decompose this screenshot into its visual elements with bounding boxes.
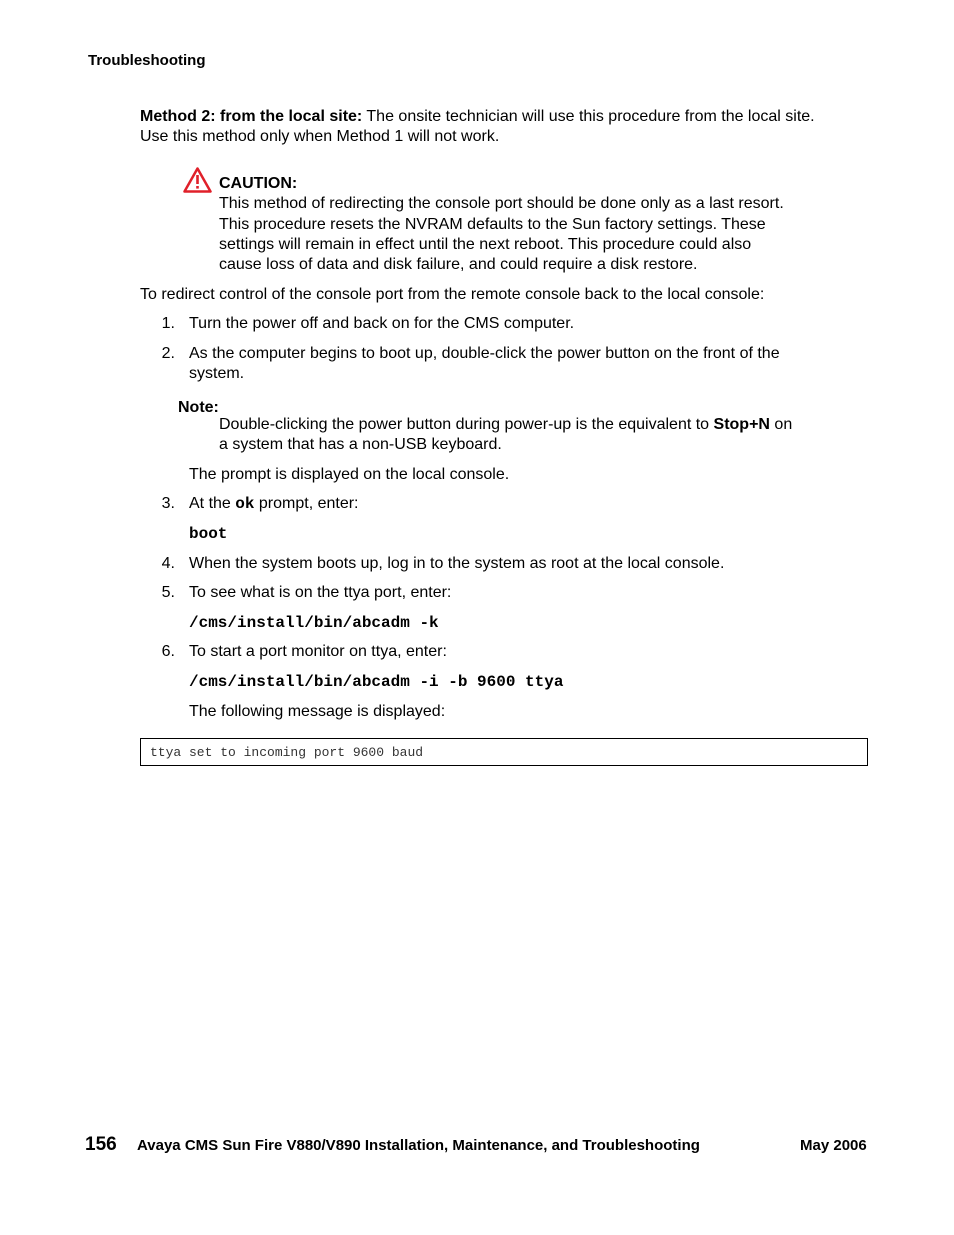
step-6-text: To start a port monitor on ttya, enter: [189, 643, 447, 660]
caution-line-4: cause loss of data and disk failure, and could require a disk restore. [219, 256, 698, 273]
command-abcadm-i: /cms/install/bin/abcadm -i -b 9600 ttya [189, 673, 564, 691]
step-number: 4. [161, 555, 175, 572]
lead-paragraph: To redirect control of the console port from the remote console back to the local console: [140, 286, 765, 303]
caution-line-2: This procedure resets the NVRAM defaults to the Sun factory settings. These [219, 216, 766, 233]
note-line-2: a system that has a non-USB keyboard. [219, 436, 502, 453]
command-boot: boot [189, 525, 228, 543]
output-box [140, 738, 868, 766]
step-number: 6. [161, 643, 175, 660]
caution-line-3: settings will remain in effect until the next reboot. This procedure could also [219, 236, 752, 253]
command-abcadm-k: /cms/install/bin/abcadm -k [189, 614, 439, 632]
step-number: 1. [161, 315, 175, 332]
step-number: 5. [161, 584, 175, 601]
section-header: Troubleshooting [88, 52, 206, 69]
note-text: on [769, 416, 793, 433]
step-3-post: prompt, enter: [254, 495, 359, 512]
step-2-line-1: As the computer begins to boot up, double-click the power button on the front of the [189, 345, 780, 362]
step-4-text: When the system boots up, log in to the system as root at the local console. [189, 555, 725, 572]
caution-line-1: This method of redirecting the console port should be done only as a last resort. [219, 195, 784, 212]
note-key-combo: Stop+N [713, 416, 770, 433]
method-label: Method 2: from the local site: [140, 108, 363, 125]
method-text: The onsite technician will use this procedure from the local site. [362, 108, 815, 125]
step-2-line-2: system. [189, 365, 245, 382]
prompt-displayed-text: The prompt is displayed on the local console. [189, 466, 510, 483]
ok-prompt-code: ok [235, 495, 255, 513]
step-3-text [189, 494, 359, 514]
note-line-1 [219, 415, 792, 435]
step-5-text: To see what is on the ttya port, enter: [189, 584, 452, 601]
warning-triangle-icon [183, 167, 212, 193]
output-text: ttya set to incoming port 9600 baud [150, 745, 424, 760]
page-number: 156 [85, 1134, 117, 1155]
step-1-text: Turn the power off and back on for the CMS computer. [189, 315, 575, 332]
footer-title: Avaya CMS Sun Fire V880/V890 Installation, Maintenance, and Troubleshooting [137, 1137, 700, 1154]
footer-date: May 2006 [800, 1137, 867, 1154]
note-label: Note: [178, 399, 219, 416]
note-text: Double-clicking the power button during power-up is the equivalent to [219, 416, 714, 433]
caution-label: CAUTION: [219, 175, 298, 192]
method-paragraph [140, 107, 815, 127]
message-displayed-text: The following message is displayed: [189, 703, 446, 720]
step-number: 3. [161, 495, 175, 512]
step-number: 2. [161, 345, 175, 362]
method-line-2: Use this method only when Method 1 will not work. [140, 128, 500, 145]
step-3-pre: At the [189, 495, 236, 512]
